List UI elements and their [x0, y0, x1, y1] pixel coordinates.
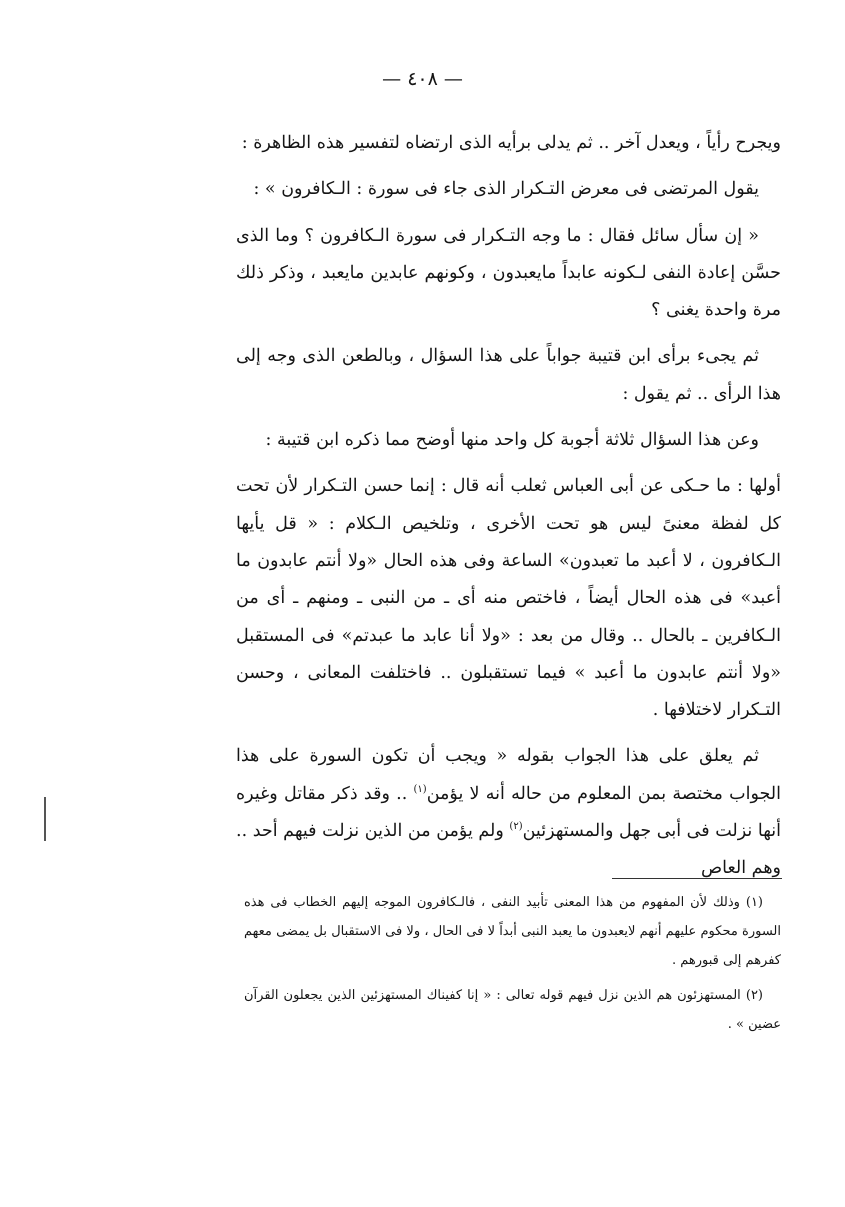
quote-paragraph: « إن سأل سائل فقال : ما وجه التـكرار فى سورة الـكافرون ؟ وما الذى حسَّن إعادة النفى لـكونه عابداً مايعبدون ، وكونهم عابدين مايعبد ، وذكر ذلك مرة واحدة يغنى ؟ — [236, 225, 781, 321]
footnote-ref-2: (٢) — [509, 821, 523, 833]
text-run: .. وقد ذكر مقاتل وغيره أنها نزلت فى أبى جهل والمستهزئين — [236, 783, 781, 842]
paragraph: يقول المرتضى فى معرض التـكرار الذى جاء فى سورة : الـكافرون » : — [253, 179, 759, 200]
paragraph: وعن هذا السؤال ثلاثة أجوبة كل واحد منها أوضح مما ذكره ابن قتيبة : — [265, 430, 759, 451]
footnote-divider — [612, 878, 782, 879]
page-number: — ٤٠٨ — — [382, 68, 463, 90]
paragraph: ثم يجىء برأى ابن قتيبة جواباً على هذا السؤال ، وبالطعن الذى وجه إلى هذا الرأى .. ثم يقول : — [236, 346, 781, 404]
margin-mark — [44, 797, 46, 841]
paragraph-with-notes — [236, 738, 781, 887]
footnote-1: (١) وذلك لأن المفهوم من هذا المعنى تأبيد النفى ، فالـكافرون الموجه إليهم الخطاب فى هذه السورة محكوم عليهم أنهم لايعبدون ما يعبد النبى أبداً لا فى الحال ، ولا فى الاستقبال بل يمضى معهم كفرهم إلى قبورهم . — [244, 895, 781, 968]
footnote-ref-1: (١) — [413, 783, 427, 795]
text-run: ثم يعلق على هذا الجواب بقوله « ويجب أن تكون السورة على هذا الجواب مختصة بمن المعلوم من حاله أنه لا يؤمن — [236, 746, 781, 804]
text-run: ولم يؤمن من الذين نزلت فيهم أحد .. وهم العاص — [236, 821, 781, 879]
main-text — [236, 125, 781, 897]
paragraph: أولها : ما حـكى عن أبى العباس ثعلب أنه قال : إنما حسن التـكرار لأن تحت كل لفظة معنىً ليس هو تحت الأخرى ، وتلخيص الـكلام : « قل يأيها الـكافرون ، لا أعبد ما تعبدون» الساعة وفى هذه الحال «ولا أنتم عابدون ما أعبد» فى هذه الحال أيضاً ، فاختص منه أى ـ من النبى ـ ومنهم ـ أى من الـكافرين ـ بالحال .. وقال من بعد : «ولا أنا عابد ما عبدتم» فى المستقبل «ولا أنتم عابدون ما أعبد » فيما تستقبلون .. فاختلفت المعانى ، وحسن التـكرار لاختلافها . — [236, 476, 781, 721]
paragraph: ويجرح رأياً ، ويعدل آخر .. ثم يدلى برأيه الذى ارتضاه لتفسير هذه الظاهرة : — [241, 133, 781, 153]
footnotes — [244, 888, 781, 1045]
footnote-2: (٢) المستهزئون هم الذين نزل فيهم قوله تعالى : « إنا كفيناك المستهزئين الذين يجعلون القرآن عضين » . — [244, 988, 781, 1032]
